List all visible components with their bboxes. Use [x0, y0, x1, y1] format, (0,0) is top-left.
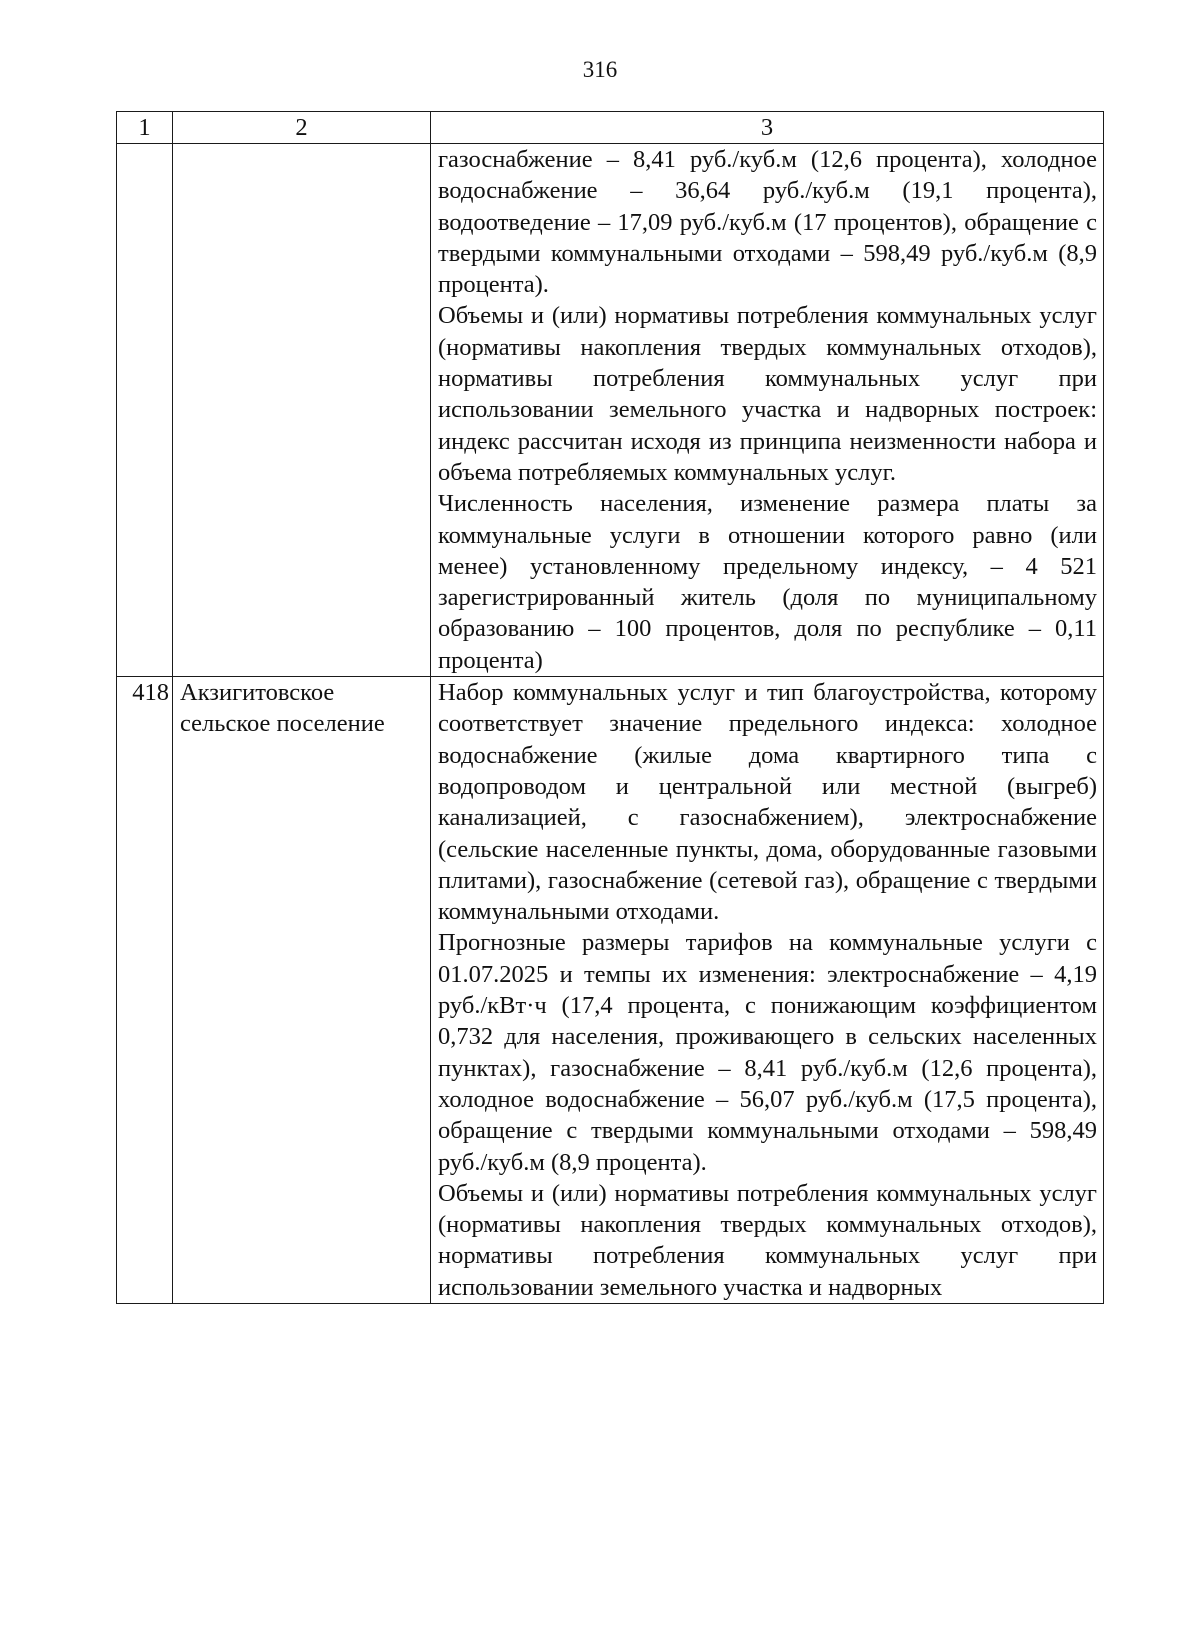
table-row-continued	[117, 144, 1104, 677]
header-col-3: 3	[431, 112, 1104, 144]
header-col-1: 1	[117, 112, 173, 144]
tariff-table	[116, 111, 1104, 1304]
table-row-418	[117, 677, 1104, 1304]
description-paragraph: Численность населения, изменение размера платы за коммунальные услуги в отношении которого равно (или менее) установленному предельному индексу, – 4 521 зарегистрированный житель (доля по муниципальному образованию – 100 процентов, доля по республике – 0,11 процента)	[438, 490, 1097, 674]
settlement-name-cell	[173, 144, 431, 677]
table-header-row	[117, 112, 1104, 144]
row-number-cell: 418	[117, 677, 173, 1304]
page-number: 316	[582, 57, 618, 82]
description-paragraph: Прогнозные размеры тарифов на коммунальные услуги с 01.07.2025 и темпы их изменения: электроснабжение – 4,19 руб./кВт·ч (17,4 процента, с понижающим коэффициентом 0,732 для населения, проживающего в сельских населенных пунктах), газоснабжение – 8,41 руб./куб.м (12,6 процента), холодное водоснабжение – 56,07 руб./куб.м (17,5 процента), обращение с твердыми коммунальными отходами – 598,49 руб./куб.м (8,9 процента).	[438, 929, 1097, 1176]
header-col-2: 2	[173, 112, 431, 144]
description-paragraph: газоснабжение – 8,41 руб./куб.м (12,6 процента), холодное водоснабжение – 36,64 руб./куб.м (19,1 процента), водоотведение – 17,09 руб./куб.м (17 процентов), обращение с твердыми коммунальными отходами – 598,49 руб./куб.м (8,9 процента).	[438, 146, 1097, 299]
description-paragraph: Объемы и (или) нормативы потребления коммунальных услуг (нормативы накопления твердых коммунальных отходов), нормативы потребления коммунальных услуг при использовании земельного участка и надворных	[438, 1179, 1097, 1301]
description-cell	[431, 144, 1104, 677]
description-cell	[431, 677, 1104, 1304]
description-paragraph: Набор коммунальных услуг и тип благоустройства, которому соответствует значение предельного индекса: холодное водоснабжение (жилые дома квартирного типа с водопроводом и центральной или местной (выгреб) канализацией, с газоснабжением), электроснабжение (сельские населенные пункты, дома, оборудованные газовыми плитами), газоснабжение (сетевой газ), обращение с твердыми коммунальными отходами.	[438, 679, 1097, 926]
settlement-name-cell: Акзигитовское сельское поселение	[173, 677, 431, 1304]
row-number-cell	[117, 144, 173, 677]
description-paragraph: Объемы и (или) нормативы потребления коммунальных услуг (нормативы накопления твердых коммунальных отходов), нормативы потребления коммунальных услуг при использовании земельного участка и надворных построек: индекс рассчитан исходя из принципа неизменности набора и объема потребляемых коммунальных услуг.	[438, 302, 1097, 486]
